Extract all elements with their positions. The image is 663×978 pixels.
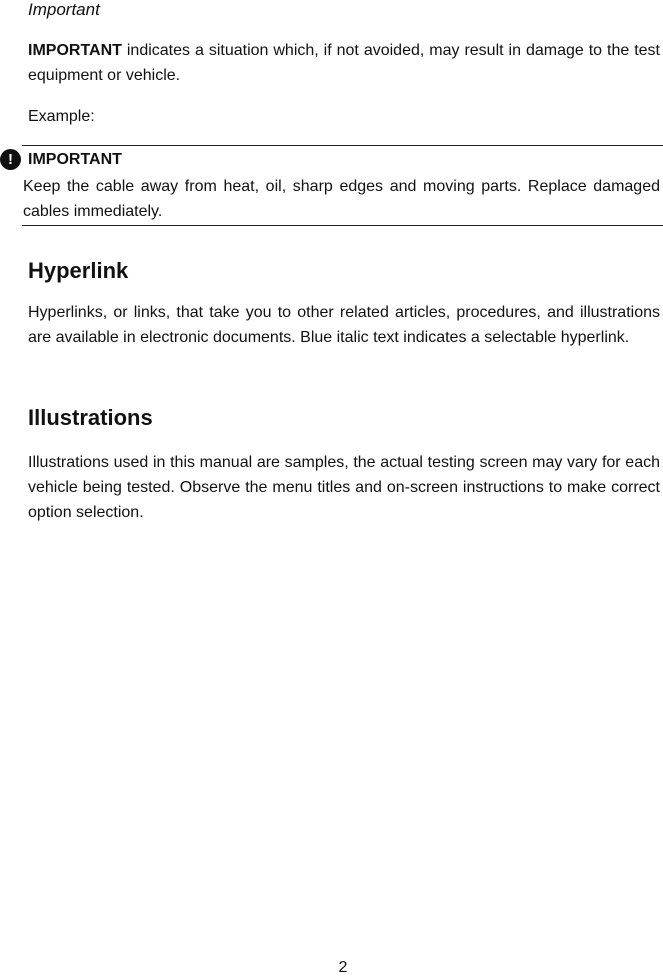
notice-top-rule [22,145,663,146]
illustrations-heading: Illustrations [28,405,153,430]
exclamation-icon: ! [0,149,21,170]
notice-bottom-rule [22,225,663,226]
important-definition-text: indicates a situation which, if not avoided, may result in damage to the test equipment or vehicle. [28,42,660,84]
notice-title: IMPORTANT [28,151,122,168]
page-number: 2 [338,959,348,976]
important-definition [28,38,660,88]
hyperlink-heading: Hyperlink [28,258,129,283]
section-label-important: Important [28,0,100,19]
example-label: Example: [28,108,95,125]
illustrations-paragraph: Illustrations used in this manual are samples, the actual testing screen may vary for each vehicle being tested. Observe the menu titles and on-screen instructions to make correct option selection. [28,454,660,521]
hyperlink-paragraph: Hyperlinks, or links, that take you to other related articles, procedures, and illustrations are available in electronic documents. Blue italic text indicates a selectable hyperlink. [28,304,660,346]
important-term: IMPORTANT [28,42,122,59]
notice-text: Keep the cable away from heat, oil, sharp edges and moving parts. Replace damaged cables immediately. [23,178,660,220]
